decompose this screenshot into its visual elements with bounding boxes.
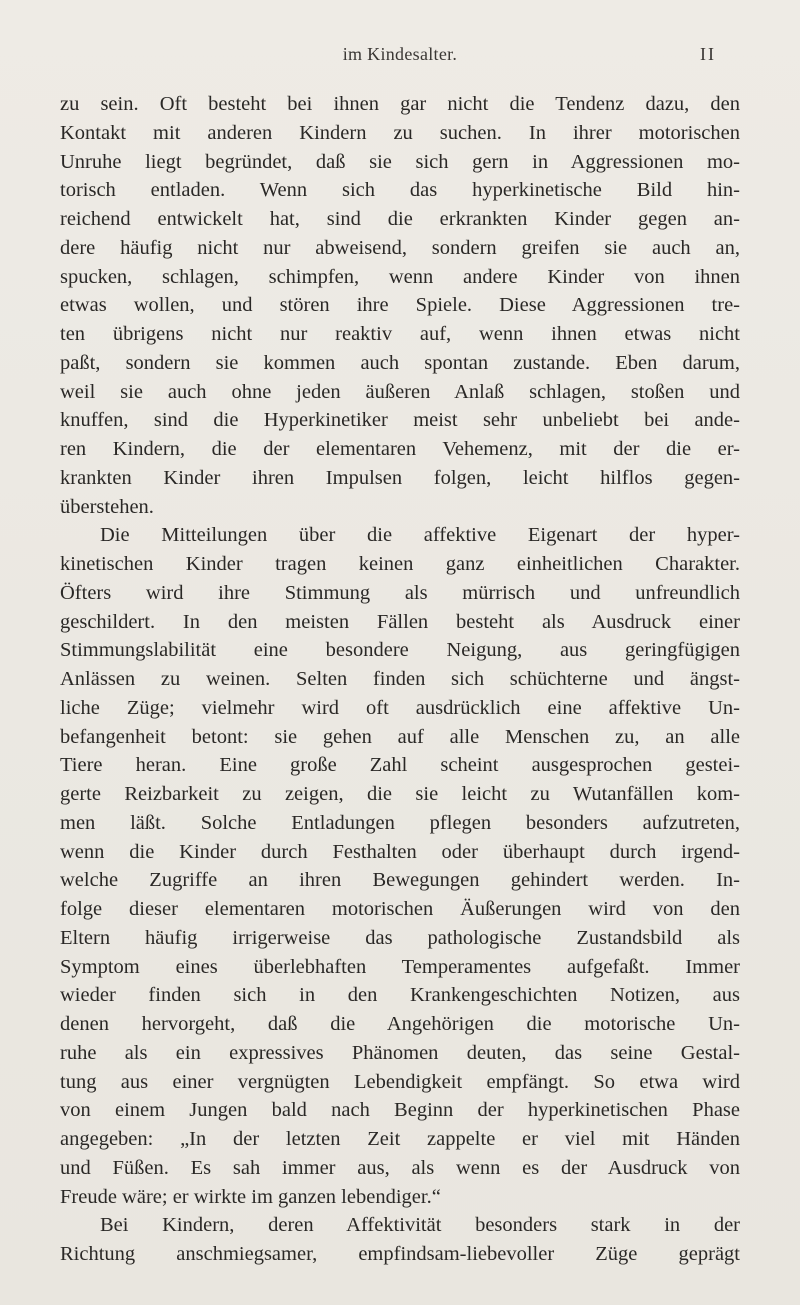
- text-line: folge dieser elementaren motorischen Äußerungen wird von den: [60, 898, 740, 920]
- text-line: reichend entwickelt hat, sind die erkrankten Kinder gegen an-: [60, 208, 740, 230]
- text-line: kinetischen Kinder tragen keinen ganz einheitlichen Charakter.: [60, 553, 740, 575]
- text-line: weil sie auch ohne jeden äußeren Anlaß schlagen, stoßen und: [60, 380, 740, 403]
- page-number: II: [700, 44, 716, 64]
- text-line: Symptom eines überlebhaften Temperamentes aufgefaßt. Immer: [60, 955, 740, 978]
- text-line: Freude wäre; er wirkte im ganzen lebendiger.“: [60, 1185, 441, 1208]
- text-line: und Füßen. Es sah immer aus, als wenn es der Ausdruck von: [60, 1156, 740, 1179]
- text-line: krankten Kinder ihren Impulsen folgen, leicht hilflos gegen-: [60, 466, 740, 489]
- text-line: Tiere heran. Eine große Zahl scheint ausgesprochen gestei-: [60, 754, 740, 777]
- text-line: wenn die Kinder durch Festhalten oder überhaupt durch irgend-: [60, 840, 740, 863]
- text-line: ten übrigens nicht nur reaktiv auf, wenn ihnen etwas nicht: [60, 323, 740, 345]
- text-line: Richtung anschmiegsamer, empfindsam-liebevoller Züge geprägt: [60, 1243, 740, 1265]
- text-line: Öfters wird ihre Stimmung als mürrisch und unfreundlich: [60, 581, 740, 604]
- body-text: [60, 90, 740, 1269]
- text-line: von einem Jungen bald nach Beginn der hyperkinetischen Phase: [60, 1099, 740, 1122]
- text-line: gerte Reizbarkeit zu zeigen, die sie leicht zu Wutanfällen kom-: [60, 783, 740, 805]
- text-line: Eltern häufig irrigerweise das pathologische Zustandsbild als: [60, 926, 740, 949]
- text-line: ren Kindern, die der elementaren Vehemenz, mit der die er-: [60, 438, 740, 460]
- text-line: wieder finden sich in den Krankengeschichten Notizen, aus: [60, 984, 740, 1007]
- text-line: zu sein. Oft besteht bei ihnen gar nicht die Tendenz dazu, den: [60, 93, 740, 115]
- text-line: liche Züge; vielmehr wird oft ausdrücklich eine affektive Un-: [60, 696, 740, 719]
- paragraph: [60, 90, 740, 521]
- text-line: Die Mitteilungen über die affektive Eigenart der hyper-: [100, 524, 740, 547]
- paragraph: [60, 1211, 740, 1269]
- running-head: [0, 44, 800, 74]
- text-line: torisch entladen. Wenn sich das hyperkinetische Bild hin-: [60, 179, 740, 202]
- text-line: knuffen, sind die Hyperkinetiker meist sehr unbeliebt bei ande-: [60, 409, 740, 432]
- paragraph: [60, 521, 740, 1211]
- text-line: geschildert. In den meisten Fällen besteht als Ausdruck einer: [60, 610, 740, 633]
- text-line: paßt, sondern sie kommen auch spontan zustande. Eben darum,: [60, 351, 740, 374]
- text-line: befangenheit betont: sie gehen auf alle Menschen zu, an alle: [60, 725, 740, 748]
- text-line: Unruhe liegt begründet, daß sie sich gern in Aggressionen mo-: [60, 150, 740, 173]
- text-line: tung aus einer vergnügten Lebendigkeit empfängt. So etwa wird: [60, 1070, 740, 1093]
- text-line: Anlässen zu weinen. Selten finden sich schüchterne und ängst-: [60, 668, 740, 690]
- text-line: überstehen.: [60, 495, 154, 518]
- text-line: ruhe als ein expressives Phänomen deuten, das seine Gestal-: [60, 1041, 740, 1064]
- text-line: welche Zugriffe an ihren Bewegungen gehindert werden. In-: [60, 869, 740, 892]
- text-line: denen hervorgeht, daß die Angehörigen die motorische Un-: [60, 1013, 740, 1035]
- text-line: dere häufig nicht nur abweisend, sondern greifen sie auch an,: [60, 236, 740, 259]
- text-line: Kontakt mit anderen Kindern zu suchen. In ihrer motorischen: [60, 121, 740, 144]
- text-line: spucken, schlagen, schimpfen, wenn andere Kinder von ihnen: [60, 265, 740, 288]
- text-line: etwas wollen, und stören ihre Spiele. Diese Aggressionen tre-: [60, 294, 740, 317]
- text-line: men läßt. Solche Entladungen pflegen besonders aufzutreten,: [60, 811, 740, 834]
- text-line: Stimmungslabilität eine besondere Neigung, aus geringfügigen: [60, 639, 740, 662]
- running-title: im Kindesalter.: [342, 44, 458, 64]
- text-line: Bei Kindern, deren Affektivität besonders stark in der: [100, 1214, 740, 1237]
- text-line: angegeben: „In der letzten Zeit zappelte er viel mit Händen: [60, 1128, 740, 1150]
